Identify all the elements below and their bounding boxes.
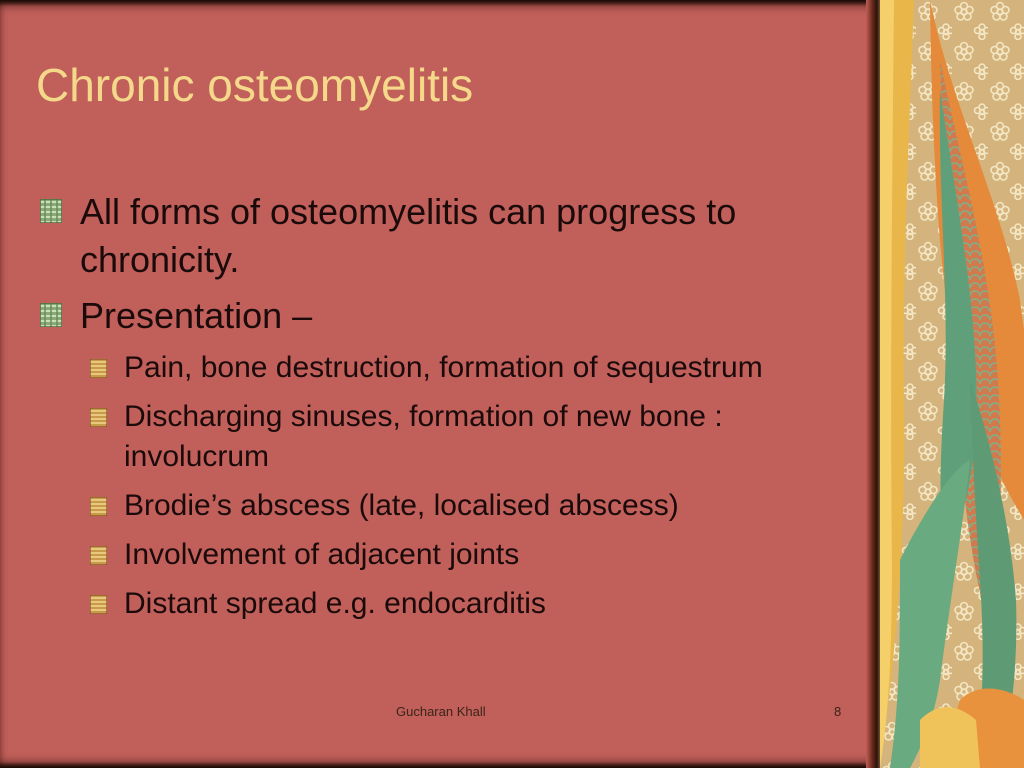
slide-footer: Gucharan Khall (396, 704, 486, 719)
decorative-floral-panel (880, 0, 1024, 768)
striped-square-icon (90, 546, 107, 565)
bullet-item (40, 292, 820, 340)
bullet-list (40, 188, 820, 633)
sub-bullet-text: Discharging sinuses, formation of new bone : involucrum (124, 400, 723, 473)
striped-square-icon (90, 359, 107, 378)
sub-bullet-item (40, 486, 820, 526)
sub-bullet-text: Distant spread e.g. endocarditis (124, 587, 546, 620)
bullet-text: Presentation – (80, 295, 313, 336)
sub-bullet-text: Brodie’s abscess (late, localised abscess) (124, 489, 679, 522)
sub-bullet-item (40, 397, 820, 477)
bullet-text: All forms of osteomyelitis can progress to chronicity. (80, 191, 737, 280)
slide-title: Chronic osteomyelitis (36, 59, 474, 111)
sub-bullet-text: Pain, bone destruction, formation of sequestrum (124, 351, 763, 384)
striped-square-icon (40, 199, 62, 223)
striped-square-icon (90, 408, 107, 427)
sub-bullet-text: Involvement of adjacent joints (124, 538, 520, 571)
page-number: 8 (834, 704, 842, 719)
striped-square-icon (90, 595, 107, 614)
sub-bullet-item (40, 535, 820, 575)
bullet-item (40, 188, 820, 284)
sub-bullet-item (40, 584, 820, 624)
striped-square-icon (40, 303, 62, 327)
sub-bullet-item (40, 348, 820, 388)
striped-square-icon (90, 497, 107, 516)
